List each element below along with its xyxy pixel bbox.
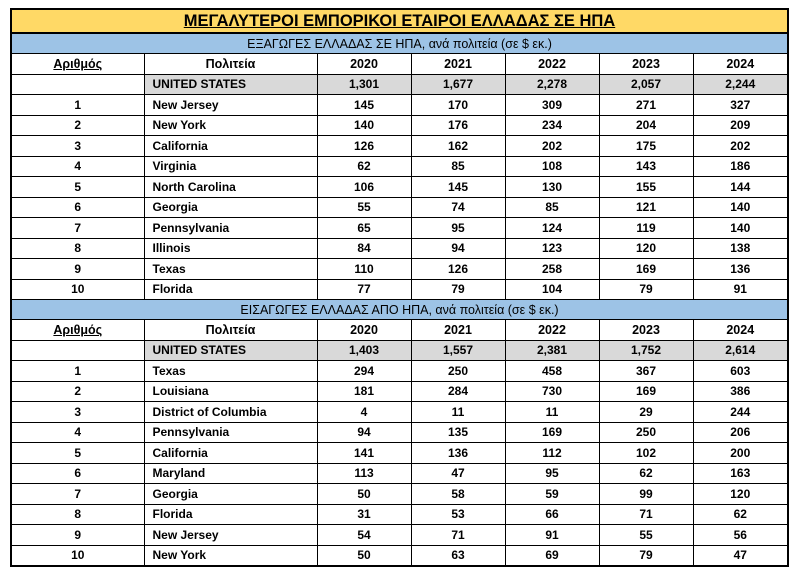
value-cell: 99 xyxy=(599,484,693,505)
total-value-cell: 2,244 xyxy=(693,74,788,95)
year-column-header: 2021 xyxy=(411,320,505,341)
value-cell: 66 xyxy=(505,504,599,525)
total-value-cell: 1,301 xyxy=(317,74,411,95)
trade-partners-sheet xyxy=(10,8,787,574)
value-cell: 169 xyxy=(599,381,693,402)
table-row xyxy=(11,95,788,116)
exports-section-heading: ΕΞΑΓΩΓΕΣ ΕΛΛΑΔΑΣ ΣΕ ΗΠΑ, ανά πολιτεία (σε $ εκ.) xyxy=(11,33,788,54)
value-cell: 200 xyxy=(693,443,788,464)
rank-cell: 5 xyxy=(11,177,144,198)
value-cell: 140 xyxy=(317,115,411,136)
value-cell: 120 xyxy=(599,238,693,259)
value-cell: 271 xyxy=(599,95,693,116)
value-cell: 135 xyxy=(411,422,505,443)
value-cell: 141 xyxy=(317,443,411,464)
table-body xyxy=(11,9,788,566)
value-cell: 209 xyxy=(693,115,788,136)
state-cell: Pennsylvania xyxy=(144,422,317,443)
state-cell: Texas xyxy=(144,361,317,382)
state-column-header: Πολιτεία xyxy=(144,54,317,75)
trade-table xyxy=(10,8,789,567)
value-cell: 144 xyxy=(693,177,788,198)
rank-cell-empty xyxy=(11,340,144,361)
value-cell: 140 xyxy=(693,218,788,239)
value-cell: 145 xyxy=(317,95,411,116)
state-cell: Louisiana xyxy=(144,381,317,402)
value-cell: 77 xyxy=(317,279,411,300)
value-cell: 79 xyxy=(599,545,693,566)
value-cell: 126 xyxy=(411,259,505,280)
state-cell: California xyxy=(144,136,317,157)
value-cell: 163 xyxy=(693,463,788,484)
total-value-cell: 2,381 xyxy=(505,340,599,361)
state-cell: Florida xyxy=(144,279,317,300)
value-cell: 206 xyxy=(693,422,788,443)
state-cell: Pennsylvania xyxy=(144,218,317,239)
exports-header-row xyxy=(11,54,788,75)
value-cell: 130 xyxy=(505,177,599,198)
value-cell: 4 xyxy=(317,402,411,423)
table-row xyxy=(11,238,788,259)
value-cell: 55 xyxy=(317,197,411,218)
table-row xyxy=(11,177,788,198)
state-column-header: Πολιτεία xyxy=(144,320,317,341)
rank-cell: 7 xyxy=(11,484,144,505)
value-cell: 29 xyxy=(599,402,693,423)
total-value-cell: 1,677 xyxy=(411,74,505,95)
value-cell: 31 xyxy=(317,504,411,525)
imports-header-row xyxy=(11,320,788,341)
year-column-header: 2020 xyxy=(317,320,411,341)
value-cell: 62 xyxy=(317,156,411,177)
state-cell: Maryland xyxy=(144,463,317,484)
state-cell: California xyxy=(144,443,317,464)
year-column-header: 2023 xyxy=(599,54,693,75)
value-cell: 162 xyxy=(411,136,505,157)
table-row xyxy=(11,525,788,546)
table-row xyxy=(11,259,788,280)
value-cell: 58 xyxy=(411,484,505,505)
total-value-cell: 1,557 xyxy=(411,340,505,361)
rank-column-header xyxy=(11,54,144,75)
value-cell: 91 xyxy=(505,525,599,546)
exports-total-row xyxy=(11,74,788,95)
value-cell: 50 xyxy=(317,545,411,566)
rank-cell: 7 xyxy=(11,218,144,239)
value-cell: 102 xyxy=(599,443,693,464)
year-column-header: 2022 xyxy=(505,320,599,341)
state-cell: New York xyxy=(144,115,317,136)
state-cell: Georgia xyxy=(144,197,317,218)
rank-column-header xyxy=(11,320,144,341)
value-cell: 69 xyxy=(505,545,599,566)
table-row xyxy=(11,545,788,566)
imports-section-heading: ΕΙΣΑΓΩΓΕΣ ΕΛΛΑΔΑΣ ΑΠΟ ΗΠΑ, ανά πολιτεία (σε $ εκ.) xyxy=(11,300,788,320)
value-cell: 204 xyxy=(599,115,693,136)
imports-section-row xyxy=(11,300,788,320)
rank-cell: 8 xyxy=(11,238,144,259)
value-cell: 138 xyxy=(693,238,788,259)
table-row xyxy=(11,361,788,382)
value-cell: 250 xyxy=(599,422,693,443)
value-cell: 175 xyxy=(599,136,693,157)
rank-cell: 4 xyxy=(11,422,144,443)
value-cell: 176 xyxy=(411,115,505,136)
rank-cell: 9 xyxy=(11,259,144,280)
value-cell: 11 xyxy=(411,402,505,423)
total-value-cell: 1,403 xyxy=(317,340,411,361)
value-cell: 186 xyxy=(693,156,788,177)
total-value-cell: 2,614 xyxy=(693,340,788,361)
table-row xyxy=(11,197,788,218)
value-cell: 250 xyxy=(411,361,505,382)
year-column-header: 2020 xyxy=(317,54,411,75)
rank-cell: 5 xyxy=(11,443,144,464)
state-cell: New Jersey xyxy=(144,525,317,546)
state-cell: New Jersey xyxy=(144,95,317,116)
rank-cell: 6 xyxy=(11,197,144,218)
value-cell: 294 xyxy=(317,361,411,382)
value-cell: 386 xyxy=(693,381,788,402)
value-cell: 140 xyxy=(693,197,788,218)
value-cell: 170 xyxy=(411,95,505,116)
value-cell: 65 xyxy=(317,218,411,239)
value-cell: 284 xyxy=(411,381,505,402)
value-cell: 327 xyxy=(693,95,788,116)
value-cell: 145 xyxy=(411,177,505,198)
table-row xyxy=(11,218,788,239)
value-cell: 119 xyxy=(599,218,693,239)
value-cell: 84 xyxy=(317,238,411,259)
value-cell: 63 xyxy=(411,545,505,566)
value-cell: 71 xyxy=(411,525,505,546)
value-cell: 50 xyxy=(317,484,411,505)
value-cell: 309 xyxy=(505,95,599,116)
value-cell: 85 xyxy=(505,197,599,218)
state-cell: North Carolina xyxy=(144,177,317,198)
value-cell: 106 xyxy=(317,177,411,198)
exports-section-row xyxy=(11,33,788,54)
state-cell: Virginia xyxy=(144,156,317,177)
value-cell: 94 xyxy=(411,238,505,259)
value-cell: 367 xyxy=(599,361,693,382)
table-row xyxy=(11,504,788,525)
value-cell: 110 xyxy=(317,259,411,280)
value-cell: 104 xyxy=(505,279,599,300)
table-row xyxy=(11,402,788,423)
value-cell: 244 xyxy=(693,402,788,423)
value-cell: 71 xyxy=(599,504,693,525)
table-row xyxy=(11,484,788,505)
value-cell: 155 xyxy=(599,177,693,198)
state-cell: Georgia xyxy=(144,484,317,505)
rank-cell: 10 xyxy=(11,279,144,300)
value-cell: 136 xyxy=(411,443,505,464)
total-state-cell: UNITED STATES xyxy=(144,74,317,95)
value-cell: 112 xyxy=(505,443,599,464)
value-cell: 54 xyxy=(317,525,411,546)
value-cell: 11 xyxy=(505,402,599,423)
table-row xyxy=(11,422,788,443)
table-row xyxy=(11,381,788,402)
table-row xyxy=(11,443,788,464)
table-row xyxy=(11,279,788,300)
imports-total-row xyxy=(11,340,788,361)
value-cell: 202 xyxy=(505,136,599,157)
state-cell: Texas xyxy=(144,259,317,280)
value-cell: 258 xyxy=(505,259,599,280)
year-column-header: 2022 xyxy=(505,54,599,75)
rank-cell: 10 xyxy=(11,545,144,566)
value-cell: 95 xyxy=(505,463,599,484)
table-title-text: ΜΕΓΑΛΥΤΕΡΟΙ ΕΜΠΟΡΙΚΟΙ ΕΤΑΙΡΟΙ ΕΛΛΑΔΑΣ ΣΕ ΗΠΑ xyxy=(183,12,616,30)
state-cell: Florida xyxy=(144,504,317,525)
state-cell: Illinois xyxy=(144,238,317,259)
rank-cell: 4 xyxy=(11,156,144,177)
state-cell: New York xyxy=(144,545,317,566)
value-cell: 91 xyxy=(693,279,788,300)
value-cell: 730 xyxy=(505,381,599,402)
value-cell: 458 xyxy=(505,361,599,382)
value-cell: 120 xyxy=(693,484,788,505)
value-cell: 74 xyxy=(411,197,505,218)
table-row xyxy=(11,156,788,177)
year-column-header: 2023 xyxy=(599,320,693,341)
rank-cell: 8 xyxy=(11,504,144,525)
total-value-cell: 2,057 xyxy=(599,74,693,95)
table-title xyxy=(11,9,788,33)
value-cell: 85 xyxy=(411,156,505,177)
total-value-cell: 2,278 xyxy=(505,74,599,95)
value-cell: 47 xyxy=(693,545,788,566)
year-column-header: 2024 xyxy=(693,54,788,75)
year-column-header: 2021 xyxy=(411,54,505,75)
value-cell: 108 xyxy=(505,156,599,177)
rank-cell: 6 xyxy=(11,463,144,484)
table-row xyxy=(11,115,788,136)
value-cell: 79 xyxy=(411,279,505,300)
title-row xyxy=(11,9,788,33)
value-cell: 59 xyxy=(505,484,599,505)
value-cell: 136 xyxy=(693,259,788,280)
value-cell: 202 xyxy=(693,136,788,157)
value-cell: 62 xyxy=(599,463,693,484)
total-value-cell: 1,752 xyxy=(599,340,693,361)
value-cell: 603 xyxy=(693,361,788,382)
value-cell: 169 xyxy=(599,259,693,280)
state-cell: District of Columbia xyxy=(144,402,317,423)
value-cell: 56 xyxy=(693,525,788,546)
rank-cell: 3 xyxy=(11,402,144,423)
value-cell: 47 xyxy=(411,463,505,484)
value-cell: 234 xyxy=(505,115,599,136)
value-cell: 79 xyxy=(599,279,693,300)
rank-cell: 1 xyxy=(11,95,144,116)
total-state-cell: UNITED STATES xyxy=(144,340,317,361)
value-cell: 53 xyxy=(411,504,505,525)
rank-column-header-text: Αριθμός xyxy=(53,322,103,337)
value-cell: 123 xyxy=(505,238,599,259)
value-cell: 124 xyxy=(505,218,599,239)
table-row xyxy=(11,136,788,157)
table-row xyxy=(11,463,788,484)
rank-column-header-text: Αριθμός xyxy=(53,56,103,71)
value-cell: 181 xyxy=(317,381,411,402)
value-cell: 62 xyxy=(693,504,788,525)
rank-cell-empty xyxy=(11,74,144,95)
value-cell: 94 xyxy=(317,422,411,443)
rank-cell: 2 xyxy=(11,115,144,136)
value-cell: 113 xyxy=(317,463,411,484)
value-cell: 121 xyxy=(599,197,693,218)
value-cell: 169 xyxy=(505,422,599,443)
rank-cell: 3 xyxy=(11,136,144,157)
value-cell: 55 xyxy=(599,525,693,546)
value-cell: 95 xyxy=(411,218,505,239)
rank-cell: 9 xyxy=(11,525,144,546)
value-cell: 126 xyxy=(317,136,411,157)
year-column-header: 2024 xyxy=(693,320,788,341)
rank-cell: 1 xyxy=(11,361,144,382)
value-cell: 143 xyxy=(599,156,693,177)
rank-cell: 2 xyxy=(11,381,144,402)
